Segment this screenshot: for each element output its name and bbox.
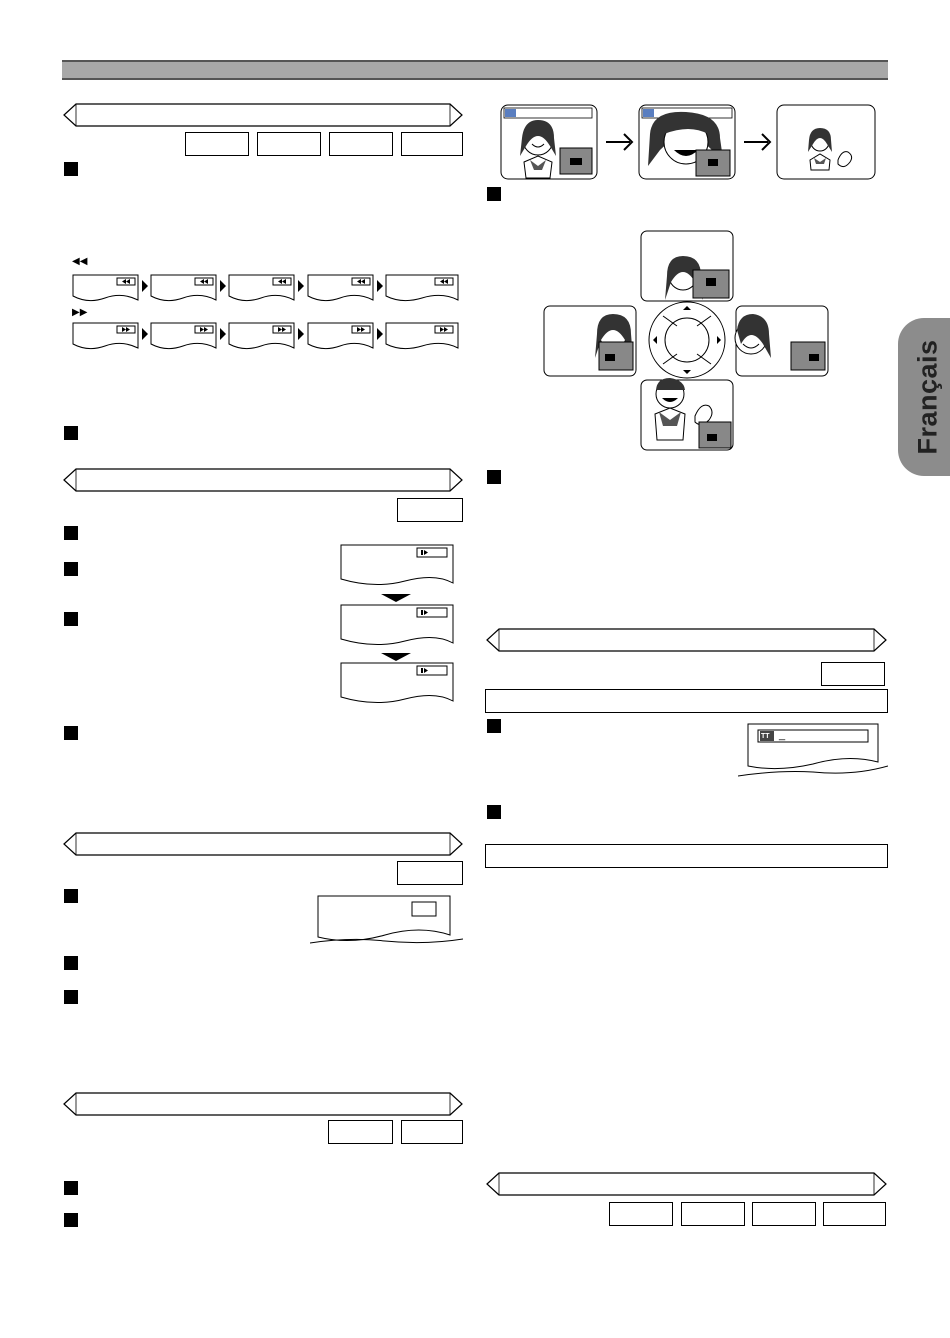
language-tab[interactable] — [898, 318, 950, 476]
forward-scan-sequence — [72, 320, 460, 352]
subsection-bar-1 — [485, 689, 888, 713]
step-bullet-14 — [487, 719, 501, 733]
step-bullet-9 — [64, 990, 78, 1004]
step-bullet-2 — [64, 426, 78, 440]
step-bullet-15 — [487, 805, 501, 819]
disc-tag-chapter-4 — [823, 1202, 886, 1226]
title-search-screen — [738, 722, 888, 778]
step-bullet-12 — [487, 187, 501, 201]
step-bullet-10 — [64, 1181, 78, 1195]
step-bullet-3 — [64, 526, 78, 540]
step-bullet-1 — [64, 162, 78, 176]
zoom-screen — [310, 893, 463, 945]
section-banner-chapter — [485, 1171, 888, 1197]
disc-tag-2 — [257, 132, 321, 156]
disc-tag-4 — [401, 132, 463, 156]
subsection-bar-2 — [485, 844, 888, 868]
disc-tag-zoom — [397, 861, 463, 885]
disc-tag-chapter-2 — [681, 1202, 745, 1226]
disc-tag-slow — [397, 498, 463, 522]
step-bullet-4 — [64, 562, 78, 576]
section-banner-marker — [62, 1091, 464, 1117]
language-tab-label: Français — [912, 339, 943, 455]
slow-motion-screens — [335, 543, 463, 705]
title-number-cursor: _ — [779, 729, 786, 741]
section-banner-title-search — [485, 627, 888, 653]
zoom-pan-illustration — [543, 230, 829, 452]
disc-tag-chapter-3 — [752, 1202, 816, 1226]
reverse-scan-label: ◀◀ — [72, 256, 88, 267]
step-bullet-11 — [64, 1213, 78, 1227]
disc-tag-chapter-1 — [609, 1202, 673, 1226]
reverse-scan-sequence — [72, 272, 460, 304]
forward-scan-label: ▶▶ — [72, 307, 88, 318]
step-bullet-7 — [64, 889, 78, 903]
step-bullet-8 — [64, 956, 78, 970]
disc-tag-1 — [185, 132, 249, 156]
step-bullet-5 — [64, 612, 78, 626]
section-banner-search — [62, 102, 464, 128]
title-prefix-label: TT — [761, 733, 770, 740]
disc-tag-3 — [329, 132, 393, 156]
step-bullet-13 — [487, 470, 501, 484]
disc-tag-marker-1 — [328, 1120, 393, 1144]
section-banner-zoom — [62, 831, 464, 857]
section-banner-slow — [62, 467, 464, 493]
header-bar — [62, 60, 888, 80]
disc-tag-marker-2 — [401, 1120, 463, 1144]
step-bullet-6 — [64, 726, 78, 740]
disc-tag-title — [821, 662, 885, 686]
zoom-sequence-illustration — [500, 104, 878, 180]
